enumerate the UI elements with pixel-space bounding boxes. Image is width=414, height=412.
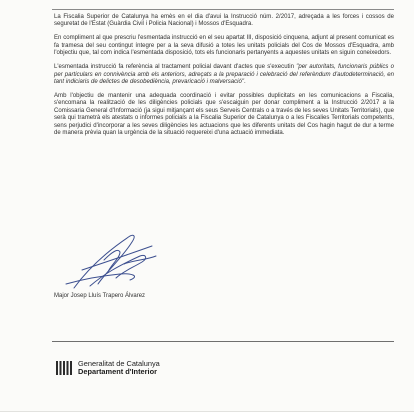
paragraph-3-text: L'esmentada instrucció fa referència al tractament policial davant d'actes que s'executin — [54, 64, 297, 71]
paragraph-3-end: . — [244, 79, 246, 86]
paragraph-2: En compliment al que prescriu l'esmentada instrucció en el seu apartat III, disposició cinquena, adjunt al present comunicat es fa tramesa del seu contingut íntegre per a la seva difusió a totes les unitats policials del Cos de Mossos d'Esquadra, amb l'objectiu que, tal com indica l'esmentada disposició, tots els funcionaris pertanyents a aquestes unitats en siguin coneixedors. — [54, 35, 394, 57]
top-divider — [52, 9, 394, 10]
paragraph-4: Amb l'objectiu de mantenir una adequada coordinació i evitar possibles duplicitats en les comunicacions a Fiscalia, s'encomana la realització de les diligències policials que s'escaiguin per donar compliment a la Instrucció 2/2017 a la Comissaria General d'Informació (ja sigui mitjançant els seus Serveis Centrals o a través de les seves Unitats Territorials), que serà qui trametrà els atestats o informes policials a la Fiscalia Superior de Catalunya o a les Fiscalies Territorials competents, sens perjudici d'incorporar a les seves diligències les actuacions que les diferents unitats del Cos hagin hagut de dur a terme de manera prèvia quan la urgència de la situació requereixi d'una actuació immediata. — [54, 93, 394, 137]
handwritten-signature — [60, 226, 180, 296]
paragraph-3-quote: "per autoritats, funcionaris públics o per particulars en connivència amb els anteriors, adreçats a la preparació i celebració del referèndum d'autodeterminació, en tant indiciaris de delictes de desobediència, prevaricació i malversació" — [54, 64, 394, 86]
generalitat-logo-icon — [56, 361, 73, 375]
footer-divider — [52, 341, 394, 342]
letter-body — [54, 14, 394, 144]
footer-line-1: Generalitat de Catalunya — [78, 359, 160, 368]
paragraph-3 — [54, 64, 394, 86]
paragraph-1: La Fiscalia Superior de Catalunya ha emès en el dia d'avui la Instrucció núm. 2/2017, adreçada a les forces i cossos de seguretat de l'Estat (Guàrdia Civil i Policia Nacional) i Mossos d'Esquadra. — [54, 14, 394, 28]
signer-name: Major Josep Lluís Trapero Álvarez — [54, 293, 146, 299]
footer-line-2: Departament d'Interior — [78, 367, 157, 377]
institution-footer — [56, 360, 160, 376]
